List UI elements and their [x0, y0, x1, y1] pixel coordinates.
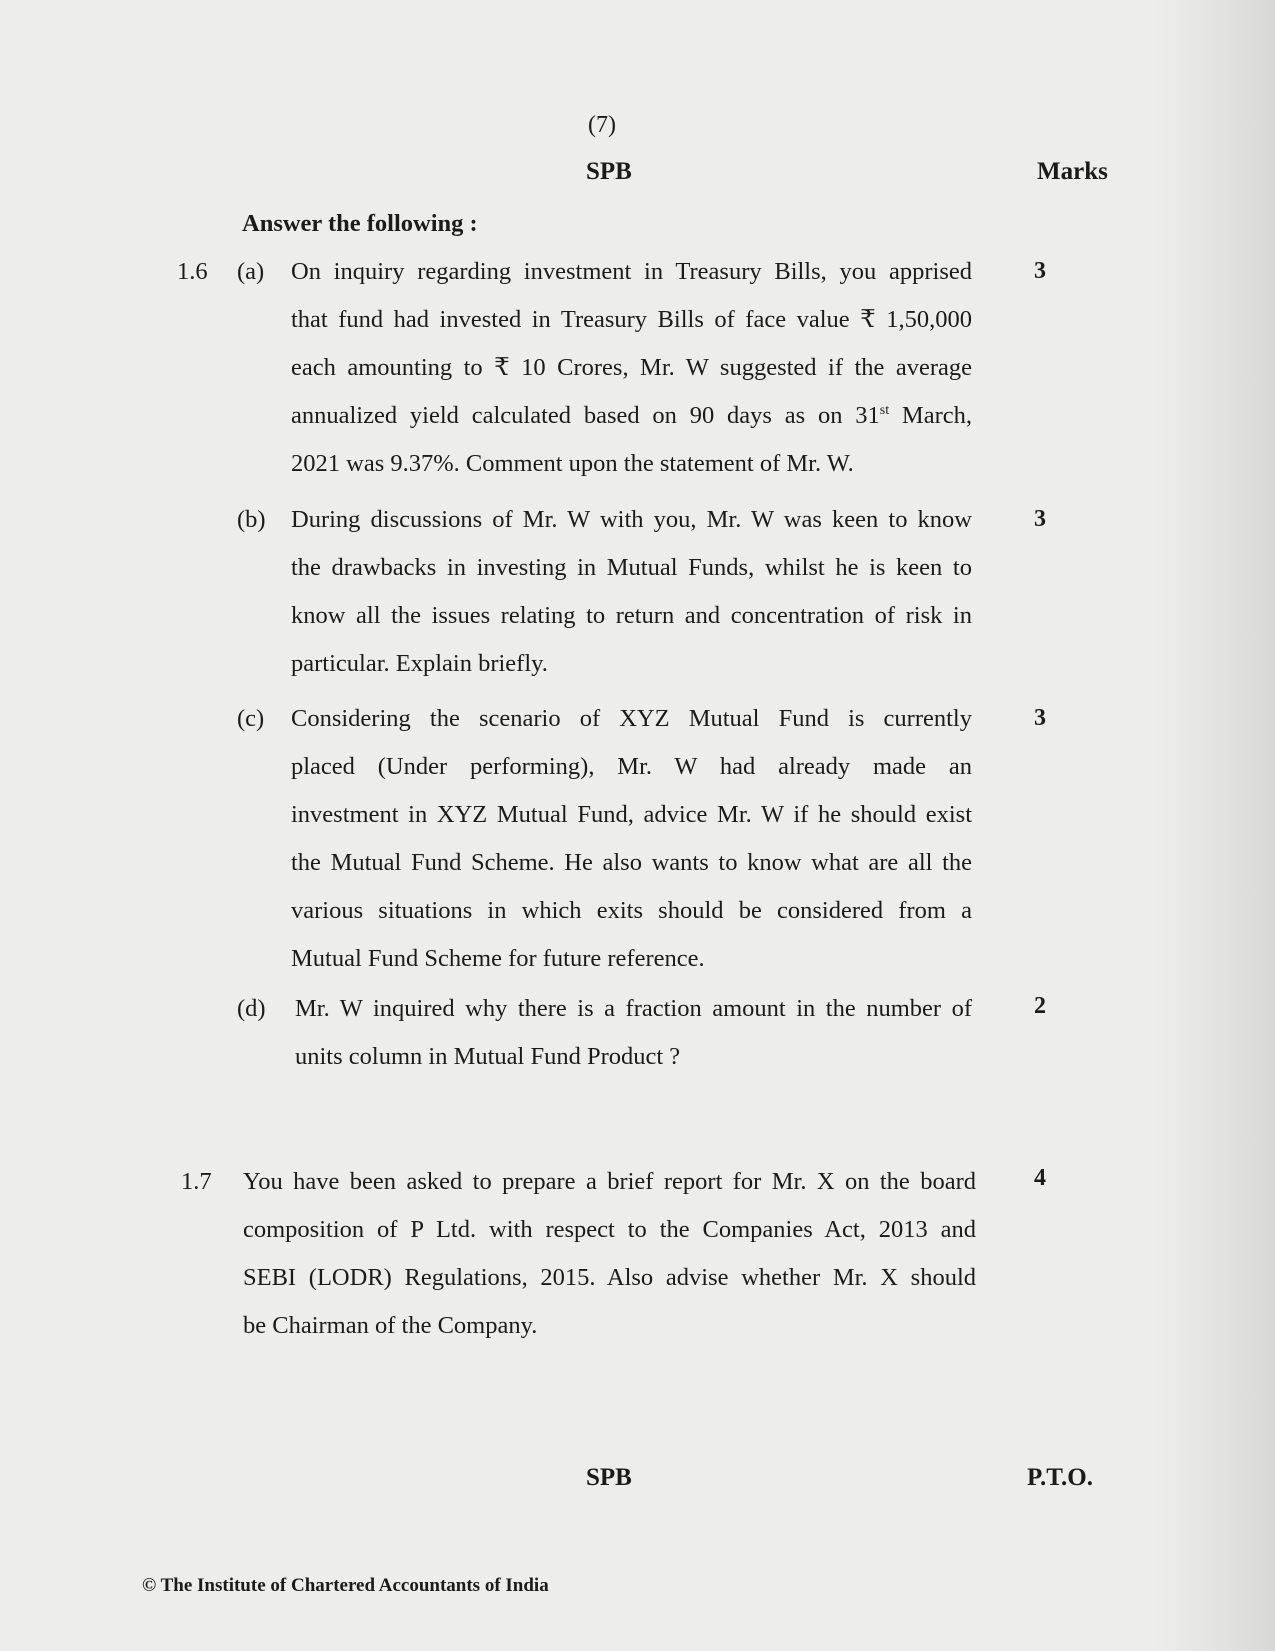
text-line: placed (Under performing), Mr. W had already made an	[291, 753, 972, 780]
text-line: the Mutual Fund Scheme. He also wants to know what are all the	[291, 849, 972, 876]
part-c-text	[291, 695, 972, 983]
text-line: Mutual Fund Scheme for future reference.	[291, 945, 705, 972]
text-line: Considering the scenario of XYZ Mutual Fund is currently	[291, 705, 972, 732]
question-1-7-text	[243, 1158, 976, 1350]
header-paper-code: SPB	[586, 158, 632, 185]
text-line: annualized yield calculated based on 90 days as on 31st March,	[291, 402, 972, 429]
text-line: investment in XYZ Mutual Fund, advice Mr. W if he should exist	[291, 801, 972, 828]
scan-shadow-edge	[1155, 0, 1275, 1651]
question-number-1-7: 1.7	[181, 1168, 212, 1195]
text-line: know all the issues relating to return and concentration of risk in	[291, 602, 972, 629]
part-a-label: (a)	[237, 258, 265, 285]
part-d-text	[295, 985, 972, 1081]
text-line: SEBI (LODR) Regulations, 2015. Also advise whether Mr. X should	[243, 1264, 976, 1291]
marks-part-c: 3	[1034, 705, 1046, 731]
marks-part-b: 3	[1034, 506, 1046, 532]
part-b-text	[291, 496, 972, 688]
text-line: each amounting to ₹ 10 Crores, Mr. W suggested if the average	[291, 354, 972, 381]
question-number-1-6: 1.6	[177, 258, 208, 285]
text-line: On inquiry regarding investment in Treasury Bills, you apprised	[291, 258, 972, 285]
instruction-heading: Answer the following :	[242, 210, 478, 237]
text-line: composition of P Ltd. with respect to the Companies Act, 2013 and	[243, 1216, 976, 1243]
part-d-label: (d)	[237, 995, 266, 1022]
marks-part-d: 2	[1034, 993, 1046, 1019]
text-line: various situations in which exits should be considered from a	[291, 897, 972, 924]
text-line: that fund had invested in Treasury Bills of face value ₹ 1,50,000	[291, 306, 972, 333]
text-line: particular. Explain briefly.	[291, 650, 548, 677]
footer-paper-code: SPB	[586, 1464, 632, 1491]
text-line: Mr. W inquired why there is a fraction amount in the number of	[295, 995, 972, 1022]
part-a-text	[291, 248, 972, 488]
text-line: You have been asked to prepare a brief report for Mr. X on the board	[243, 1168, 976, 1195]
text-line: During discussions of Mr. W with you, Mr. W was keen to know	[291, 506, 972, 533]
copyright-notice: © The Institute of Chartered Accountants of India	[142, 1575, 549, 1596]
part-c-label: (c)	[237, 705, 265, 732]
please-turn-over: P.T.O.	[1027, 1464, 1093, 1491]
page-number: (7)	[588, 112, 616, 138]
text-line: be Chairman of the Company.	[243, 1312, 538, 1339]
text-line: the drawbacks in investing in Mutual Funds, whilst he is keen to	[291, 554, 972, 581]
marks-column-heading: Marks	[1037, 158, 1108, 185]
marks-question-1-7: 4	[1034, 1165, 1046, 1191]
text-line: 2021 was 9.37%. Comment upon the statement of Mr. W.	[291, 450, 854, 477]
part-b-label: (b)	[237, 506, 266, 533]
text-line: units column in Mutual Fund Product ?	[295, 1043, 681, 1070]
marks-part-a: 3	[1034, 258, 1046, 284]
